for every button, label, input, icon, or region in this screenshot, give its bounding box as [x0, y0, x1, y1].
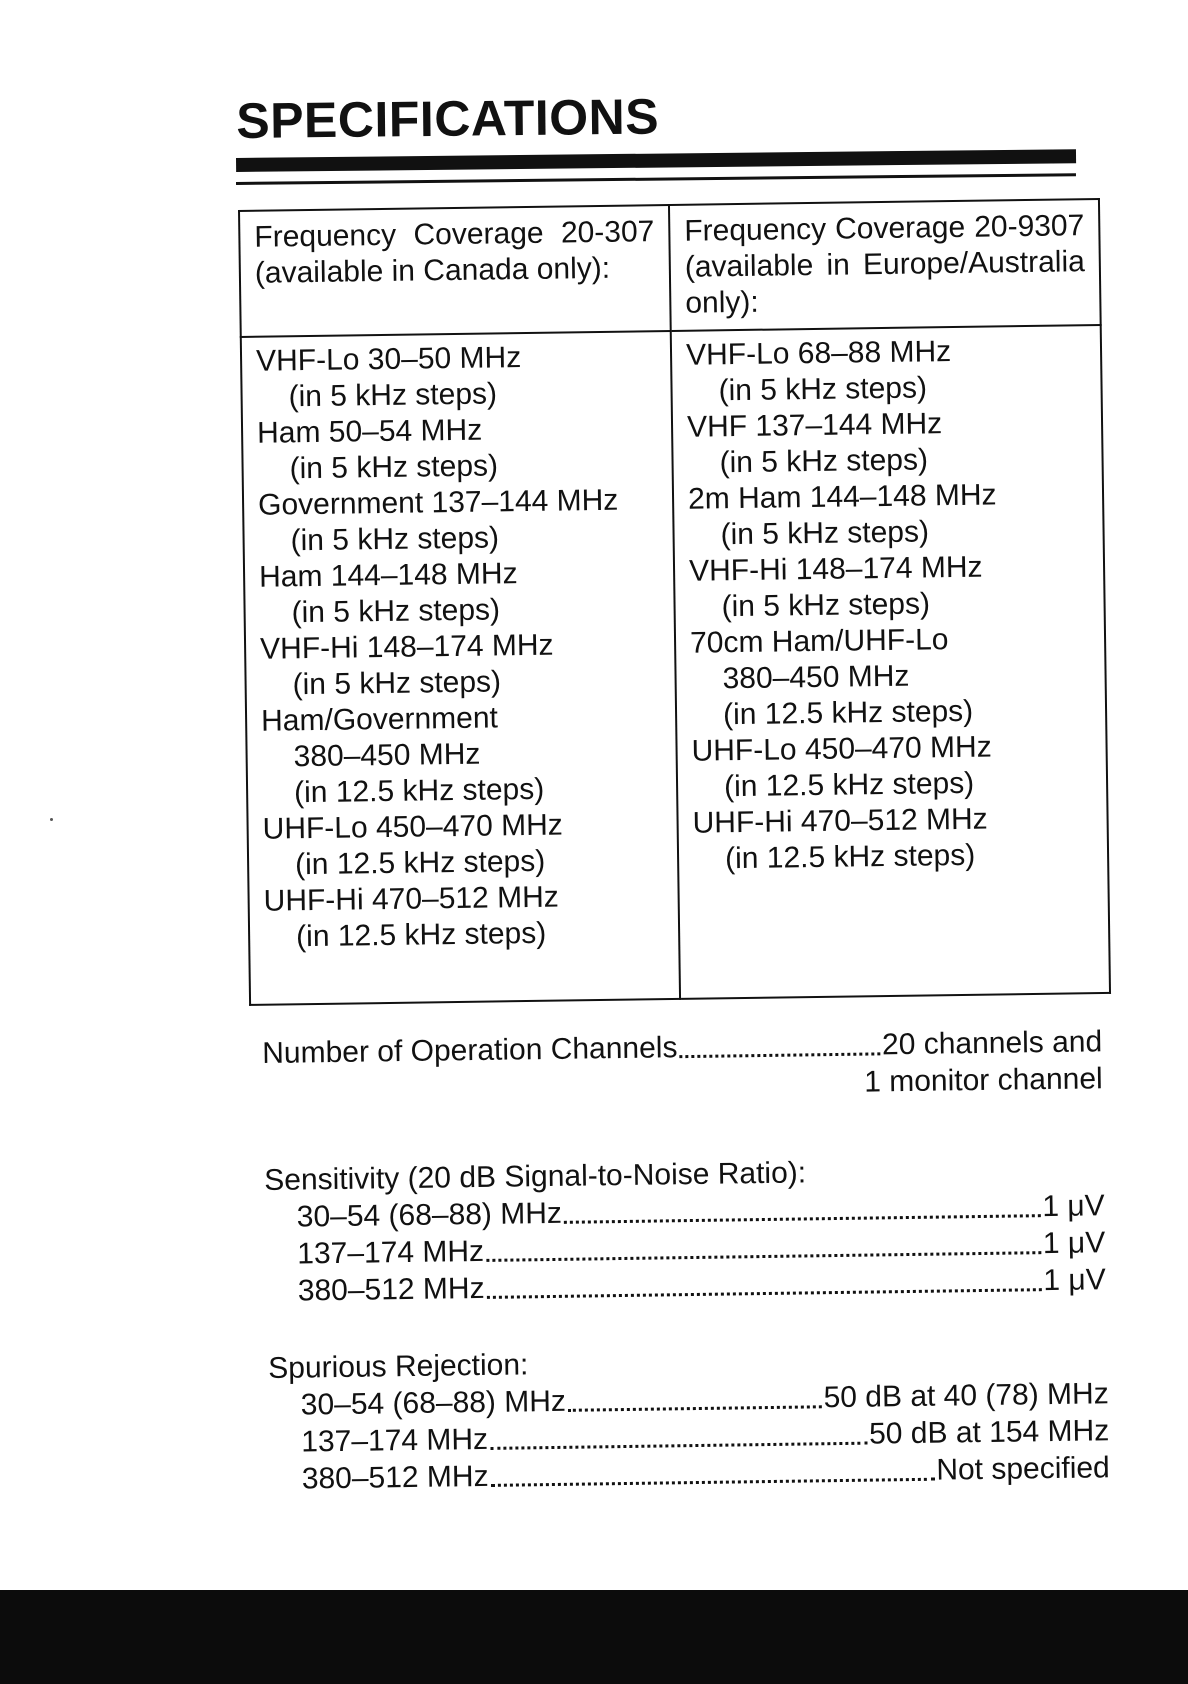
band-line: UHF-Lo 450–470 MHz: [691, 730, 992, 768]
band-line: 70cm Ham/UHF-Lo: [689, 623, 949, 660]
band-line: UHF-Hi 470–512 MHz: [692, 802, 988, 840]
leader-dots: [486, 1251, 1041, 1262]
left-band-list: [241, 331, 680, 1005]
band-line: UHF-Lo 450–470 MHz: [262, 808, 563, 846]
band-line: VHF-Lo 30–50 MHz: [255, 341, 522, 378]
sensitivity-label: 380–512 MHz: [297, 1271, 485, 1308]
scan-edge-band: [0, 1590, 1188, 1684]
step-line: (in 12.5 kHz steps): [724, 838, 976, 876]
step-line: (in 5 kHz steps): [291, 593, 501, 630]
band-range-line: 380–450 MHz: [293, 737, 481, 774]
channels-value-line2: 1 monitor channel: [864, 1062, 1103, 1099]
band-range-line: 380–450 MHz: [722, 659, 910, 696]
title-rule-thin: [236, 173, 1076, 185]
band-line: Ham/Government: [260, 701, 499, 738]
sensitivity-value: 1 μV: [1042, 1226, 1106, 1261]
sensitivity-label: 137–174 MHz: [297, 1234, 485, 1271]
spurious-heading: Spurious Rejection:: [268, 1348, 529, 1385]
band-line: 2m Ham 144–148 MHz: [687, 478, 997, 516]
channels-value: 20 channels and: [881, 1025, 1103, 1062]
leader-dots: [564, 1214, 1041, 1224]
spurious-value: 50 dB at 40 (78) MHz: [823, 1377, 1109, 1415]
step-line: (in 12.5 kHz steps): [723, 766, 975, 804]
title-rule-thick: [236, 149, 1076, 172]
band-line: VHF-Hi 148–174 MHz: [688, 550, 983, 588]
leader-dots: [568, 1405, 822, 1412]
step-line: (in 12.5 kHz steps): [293, 772, 545, 810]
leader-dots: [490, 1442, 867, 1450]
band-line: Ham 50–54 MHz: [256, 413, 483, 450]
sensitivity-spec: [264, 1150, 1106, 1310]
band-line: VHF-Hi 148–174 MHz: [259, 628, 554, 666]
spurious-value: Not specified: [936, 1451, 1110, 1487]
left-column-header: Frequency Coverage 20-307 (available in Canada only):: [239, 205, 671, 337]
step-line: (in 5 kHz steps): [292, 665, 502, 702]
band-line: UHF-Hi 470–512 MHz: [263, 880, 559, 918]
step-line: (in 12.5 kHz steps): [295, 916, 547, 954]
step-line: (in 5 kHz steps): [288, 377, 498, 414]
sensitivity-value: 1 μV: [1043, 1263, 1106, 1298]
channels-label: Number of Operation Channels: [262, 1031, 678, 1070]
page-title: SPECIFICATIONS: [236, 88, 660, 149]
spurious-label: 137–174 MHz: [301, 1422, 489, 1459]
channels-spec: [262, 1023, 1103, 1109]
band-line: Ham 144–148 MHz: [258, 557, 518, 594]
step-line: (in 5 kHz steps): [719, 443, 929, 480]
band-line: VHF-Lo 68–88 MHz: [685, 335, 952, 372]
spurious-spec: [268, 1338, 1110, 1498]
scan-speck: [50, 818, 53, 821]
right-band-list: [671, 325, 1110, 999]
leader-dots: [487, 1288, 1042, 1299]
sensitivity-heading: Sensitivity (20 dB Signal-to-Noise Ratio):: [264, 1156, 807, 1197]
spurious-value: 50 dB at 154 MHz: [868, 1414, 1110, 1451]
frequency-coverage-table: [238, 198, 1111, 1006]
step-line: (in 5 kHz steps): [720, 515, 930, 552]
band-line: VHF 137–144 MHz: [686, 407, 943, 444]
sensitivity-label: 30–54 (68–88) MHz: [296, 1196, 563, 1234]
step-line: (in 12.5 kHz steps): [294, 844, 546, 882]
step-line: (in 5 kHz steps): [289, 449, 499, 486]
right-column-header: Frequency Coverage 20-9307 (available in Europe/Australia only):: [669, 199, 1101, 331]
step-line: (in 5 kHz steps): [718, 371, 928, 408]
band-line: Government 137–144 MHz: [257, 483, 619, 522]
spurious-label: 30–54 (68–88) MHz: [300, 1384, 567, 1422]
sensitivity-value: 1 μV: [1042, 1189, 1105, 1224]
step-line: (in 12.5 kHz steps): [722, 694, 974, 732]
step-line: (in 5 kHz steps): [721, 587, 931, 624]
step-line: (in 5 kHz steps): [290, 521, 500, 558]
leader-dots: [491, 1478, 935, 1487]
spurious-label: 380–512 MHz: [301, 1459, 489, 1496]
leader-dots: [680, 1052, 881, 1058]
